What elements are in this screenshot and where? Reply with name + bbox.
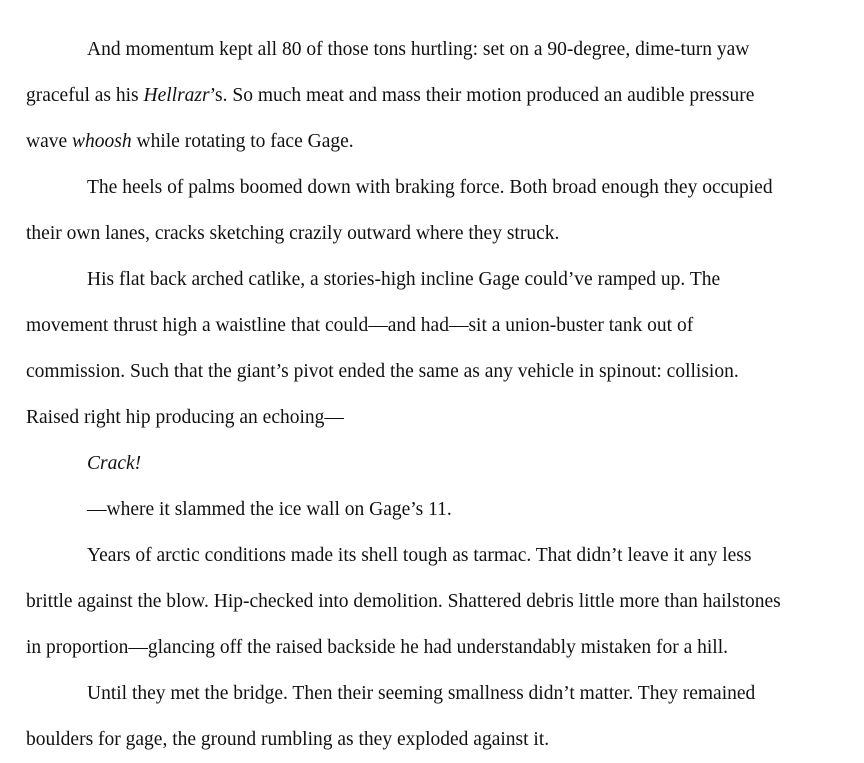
- text-line: Years of arctic conditions made its shell tough as tarmac. That didn’t leave it any less: [87, 545, 752, 566]
- text-line: boulders for gage, the ground rumbling as they exploded against it.: [26, 729, 550, 750]
- text-line: And momentum kept all 80 of those tons hurtling: set on a 90-degree, dime-turn yaw: [87, 39, 750, 60]
- italic-sound-word: whoosh: [72, 131, 132, 152]
- paragraph-6: [26, 533, 826, 671]
- text-line: their own lanes, cracks sketching crazily outward where they struck.: [26, 223, 560, 244]
- text-line: Until they met the bridge. Then their seeming smallness didn’t matter. They remained: [87, 683, 756, 704]
- paragraph-7: [26, 671, 826, 763]
- paragraph-1: [26, 27, 826, 165]
- text-line: Crack!: [87, 453, 142, 474]
- italic-vehicle-name: Hellrazr: [143, 85, 210, 106]
- text-line: movement thrust high a waistline that could—and had—sit a union-buster tank out of: [26, 315, 694, 336]
- text-line: The heels of palms boomed down with braking force. Both broad enough they occupied: [87, 177, 773, 198]
- manuscript-text: [26, 27, 826, 763]
- text-line: commission. Such that the giant’s pivot ended the same as any vehicle in spinout: collision.: [26, 361, 739, 382]
- text-line: graceful as his Hellrazr’s. So much meat and mass their motion produced an audible pressure: [26, 85, 755, 106]
- text-line: Raised right hip producing an echoing—: [26, 407, 344, 428]
- text-line: brittle against the blow. Hip-checked into demolition. Shattered debris little more than hailstones: [26, 591, 781, 612]
- paragraph-3: [26, 257, 826, 441]
- paragraph-5: [26, 487, 826, 533]
- text-line: —where it slammed the ice wall on Gage’s 11.: [87, 499, 452, 520]
- text-line: in proportion—glancing off the raised backside he had understandably mistaken for a hill.: [26, 637, 728, 658]
- paragraph-2: [26, 165, 826, 257]
- text-line: His flat back arched catlike, a stories-high incline Gage could’ve ramped up. The: [87, 269, 721, 290]
- text-line: wave whoosh while rotating to face Gage.: [26, 131, 354, 152]
- paragraph-4: [26, 441, 826, 487]
